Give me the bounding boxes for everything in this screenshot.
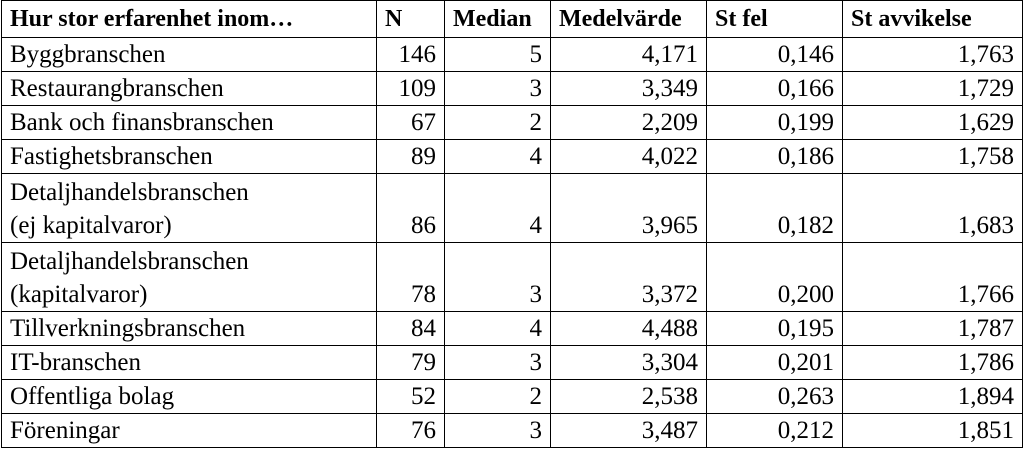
cell-n: 76 — [377, 414, 445, 448]
cell-std-deviation: 1,894 — [843, 380, 1023, 414]
statistics-table — [1, 0, 1023, 448]
cell-n: 89 — [377, 140, 445, 174]
cell-std-error: 0,199 — [707, 106, 843, 140]
cell-std-error: 0,166 — [707, 72, 843, 106]
cell-std-error: 0,182 — [707, 174, 843, 243]
cell-mean: 3,372 — [551, 243, 707, 312]
cell-median: 3 — [445, 346, 551, 380]
cell-std-error: 0,186 — [707, 140, 843, 174]
cell-mean: 4,171 — [551, 38, 707, 72]
header-median: Median — [445, 1, 551, 38]
cell-median: 3 — [445, 243, 551, 312]
table-row — [2, 106, 1023, 140]
cell-n: 52 — [377, 380, 445, 414]
table-body — [2, 38, 1023, 448]
cell-n: 84 — [377, 312, 445, 346]
cell-mean: 4,488 — [551, 312, 707, 346]
cell-category — [2, 414, 377, 448]
table-row — [2, 346, 1023, 380]
cell-std-deviation: 1,729 — [843, 72, 1023, 106]
header-mean: Medelvärde — [551, 1, 707, 38]
cell-std-deviation: 1,683 — [843, 174, 1023, 243]
cell-mean: 4,022 — [551, 140, 707, 174]
table-row — [2, 414, 1023, 448]
cell-mean: 3,965 — [551, 174, 707, 243]
cell-std-deviation: 1,763 — [843, 38, 1023, 72]
cell-category — [2, 174, 377, 243]
category-label-line: Byggbranschen — [10, 41, 166, 68]
category-label-line: Detaljhandelsbranschen — [10, 179, 249, 206]
cell-std-error: 0,201 — [707, 346, 843, 380]
table-row — [2, 174, 1023, 243]
cell-category — [2, 346, 377, 380]
cell-std-deviation: 1,851 — [843, 414, 1023, 448]
cell-std-deviation: 1,766 — [843, 243, 1023, 312]
cell-n: 146 — [377, 38, 445, 72]
header-std-error: St fel — [707, 1, 843, 38]
category-label-line: Offentliga bolag — [10, 383, 175, 410]
cell-category — [2, 72, 377, 106]
cell-std-deviation: 1,758 — [843, 140, 1023, 174]
cell-median: 2 — [445, 380, 551, 414]
header-std-deviation: St avvikelse — [843, 1, 1023, 38]
category-label-line: Bank och finansbranschen — [10, 109, 274, 136]
cell-std-error: 0,195 — [707, 312, 843, 346]
cell-std-error: 0,146 — [707, 38, 843, 72]
cell-median: 5 — [445, 38, 551, 72]
category-label-line: Föreningar — [10, 417, 120, 444]
cell-std-error: 0,200 — [707, 243, 843, 312]
cell-n: 86 — [377, 174, 445, 243]
cell-n: 109 — [377, 72, 445, 106]
cell-mean: 3,487 — [551, 414, 707, 448]
cell-n: 78 — [377, 243, 445, 312]
cell-mean: 2,538 — [551, 380, 707, 414]
category-label-line: Restaurangbranschen — [10, 75, 224, 102]
table-header-row — [2, 1, 1023, 38]
cell-std-deviation: 1,629 — [843, 106, 1023, 140]
header-category: Hur stor erfarenhet inom… — [2, 1, 377, 38]
table-row — [2, 243, 1023, 312]
cell-n: 67 — [377, 106, 445, 140]
table-row — [2, 312, 1023, 346]
table-row — [2, 38, 1023, 72]
category-label-line: Detaljhandelsbranschen — [10, 248, 249, 275]
cell-median: 3 — [445, 72, 551, 106]
cell-n: 79 — [377, 346, 445, 380]
cell-median: 4 — [445, 140, 551, 174]
cell-median: 2 — [445, 106, 551, 140]
cell-median: 4 — [445, 174, 551, 243]
table-row — [2, 380, 1023, 414]
cell-std-error: 0,212 — [707, 414, 843, 448]
cell-median: 3 — [445, 414, 551, 448]
category-label-line: (ej kapitalvaror) — [10, 212, 172, 239]
cell-category — [2, 312, 377, 346]
cell-std-deviation: 1,787 — [843, 312, 1023, 346]
cell-mean: 3,349 — [551, 72, 707, 106]
cell-category — [2, 140, 377, 174]
cell-category — [2, 106, 377, 140]
cell-std-deviation: 1,786 — [843, 346, 1023, 380]
cell-mean: 3,304 — [551, 346, 707, 380]
category-label-line: Tillverkningsbranschen — [10, 315, 246, 342]
cell-std-error: 0,263 — [707, 380, 843, 414]
cell-median: 4 — [445, 312, 551, 346]
category-label-line: (kapitalvaror) — [10, 281, 148, 308]
header-n: N — [377, 1, 445, 38]
cell-category — [2, 243, 377, 312]
cell-mean: 2,209 — [551, 106, 707, 140]
category-label-line: IT-branschen — [10, 349, 141, 376]
cell-category — [2, 380, 377, 414]
cell-category — [2, 38, 377, 72]
table-row — [2, 140, 1023, 174]
table-row — [2, 72, 1023, 106]
category-label-line: Fastighetsbranschen — [10, 143, 213, 170]
